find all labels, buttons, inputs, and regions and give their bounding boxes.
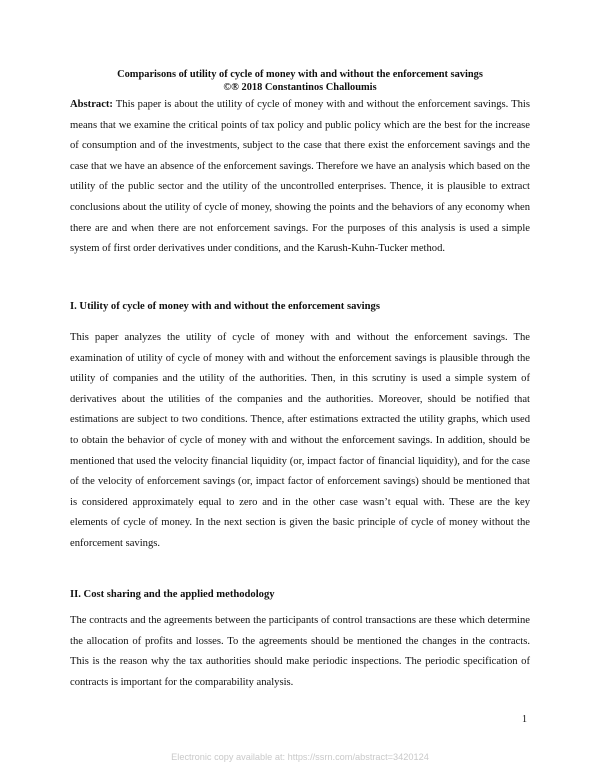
paper-title: Comparisons of utility of cycle of money with and without the enforcement savings (117, 69, 483, 80)
section-heading-1: I. Utility of cycle of money with and without the enforcement savings (70, 301, 380, 312)
section-paragraph-1: This paper analyzes the utility of cycle of money with and without the enforcement savings. The examination of utility of cycle of money with and without the enforcement savings is plausible through the utility of companies and the utility of the authorities. Then, in this scrutiny is used a simple system of derivatives about the utilities of the companies and the authorities. Moreover, should be notified that estimations are subject to two conditions. Thence, after estimations extracted the utility graphs, which used to obtain the behavior of cycle of money with and without the enforcement savings. In addition, should be mentioned that used the velocity financial liquidity (or, impact factor of financial liquidity), and for the case of the velocity of enforcement savings (or, impact factor of enforcement savings) should be mentioned that is considered approximately equal to zero and in the other case wasn’t equal with. These are the key elements of cycle of money. In the next section is given the basic principle of cycle of money without the enforcement savings. (70, 332, 530, 549)
footer-ssrn-link[interactable]: Electronic copy available at: https://ssrn.com/abstract=3420124 (171, 752, 429, 762)
paper-title-block (70, 68, 530, 94)
page-number: 1 (522, 714, 527, 725)
paper-author: ©® 2018 Constantinos Challoumis (223, 82, 377, 93)
abstract-label: Abstract: (70, 99, 113, 110)
section-heading-2: II. Cost sharing and the applied methodology (70, 589, 275, 600)
abstract-text: This paper is about the utility of cycle of money with and without the enforcement savings. This means that we examine the critical points of tax policy and public policy which are the best for the increase of consumption and of the investments, subject to the case that there exist the enforcement savings and the case that we have an absence of the enforcement savings. Therefore we have an analysis which based on the utility of the public sector and the utility of the uncontrolled enterprises. Thence, it is plausible to extract conclusions about the utility of cycle of money, showing the points and the behaviors of any economy when there are and when there are not enforcement savings. For the purposes of this analysis is used a simple system of first order derivatives under conditions, and the Karush-Kuhn-Tucker method. (70, 99, 530, 255)
abstract-paragraph (70, 95, 530, 260)
section-paragraph-2: The contracts and the agreements between the participants of control transactions are these which determine the allocation of profits and losses. To the agreements should be mentioned the changes in the contracts. This is the reason why the tax authorities should make periodic inspections. The periodic specification of contracts is important for the comparability analysis. (70, 615, 530, 688)
